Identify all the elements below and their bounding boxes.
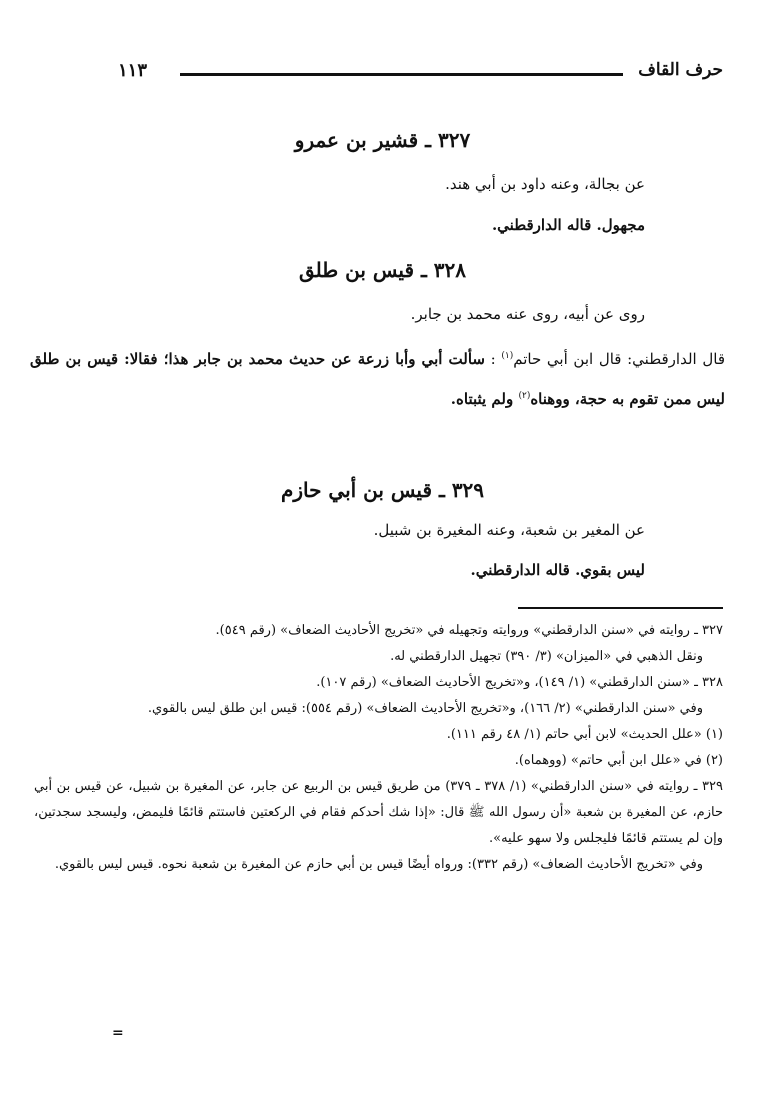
end-mark: = (112, 1025, 124, 1041)
entry-text: عن المغير بن شعبة، وعنه المغيرة بن شبيل. (373, 521, 645, 539)
quote-colon: : (484, 350, 502, 368)
footnote: وفي «تخريج الأحاديث الضعاف» (رقم ٣٣٢): ورواه أيضًا قيس بن أبي حازم عن المغيرة بن شعبة نحوه. قيس ليس بالقوي. (54, 857, 703, 872)
footnotes (34, 618, 723, 878)
footnote: ٣٢٩ ـ روايته في «سنن الدارقطني» (١/ ٣٧٨ ـ ٣٧٩) من طريق قيس بن الربيع عن جابر، عن المغيرة بن شبيل، عن قيس بن أبي حازم، عن المغيرة بن شعبة «أن رسول الله ﷺ قال: «إذا شك أحدكم فقام في الركعتين فاستتم قائمًا فليمض، وليسجد سجدتين، وإن لم يستتم قائمًا فليجلس ولا سهو عليه». (34, 779, 723, 846)
footnote: (٢) في «علل ابن أبي حاتم» (ووهماه). (514, 753, 723, 768)
page-number: ١١٣ (118, 60, 148, 81)
footnote-ref: (٢) (518, 391, 531, 401)
footnote: ٣٢٧ ـ روايته في «سنن الدارقطني» وروايته وتجهيله في «تخريج الأحاديث الضعاف» (رقم ٥٤٩). (215, 623, 723, 638)
running-title: حرف القاف (638, 60, 723, 80)
footnote: وفي «سنن الدارقطني» (٢/ ١٦٦)، و«تخريج الأحاديث الضعاف» (رقم ٥٥٤): قيس ابن طلق ليس بالقوي. (147, 701, 703, 716)
entry-text: عن بجالة، وعنه داود بن أبي هند. (445, 175, 645, 193)
entry-title: ٣٢٧ ـ قشير بن عمرو (294, 128, 471, 152)
quote-lead: قال الدارقطني: قال ابن أبي حاتم (513, 350, 726, 368)
footnote: ٣٢٨ ـ «سنن الدارقطني» (١/ ١٤٩)، و«تخريج الأحاديث الضعاف» (رقم ١٠٧). (316, 675, 723, 690)
entry-text: روى عن أبيه، روى عنه محمد بن جابر. (410, 305, 645, 323)
footnote: (١) «علل الحديث» لابن أبي حاتم (١/ ٤٨ رقم ١١١). (446, 727, 723, 742)
header-rule (180, 73, 623, 76)
entry-title: ٣٢٩ ـ قيس بن أبي حازم (280, 478, 485, 502)
quote-bold: سألت أبي وأبا زرعة عن حديث محمد بن جابر هذا؛ فقالا: قيس بن طلق ليس ممن تقوم به حجة، ووهناه (30, 350, 725, 408)
page-header (118, 58, 723, 88)
footnote-rule (518, 607, 723, 609)
footnote: ونقل الذهبي في «الميزان» (٣/ ٣٩٠) تجهيل الدارقطني له. (390, 649, 703, 664)
quote-tail: ولم يثبتاه. (450, 390, 519, 408)
entry-verdict: مجهول. قاله الدارقطني. (491, 216, 645, 234)
entry-title: ٣٢٨ ـ قيس بن طلق (298, 258, 467, 282)
entry-quote (30, 338, 725, 418)
entry-verdict: ليس بقوي. قاله الدارقطني. (470, 561, 645, 579)
footnote-ref: (١) (501, 351, 514, 361)
